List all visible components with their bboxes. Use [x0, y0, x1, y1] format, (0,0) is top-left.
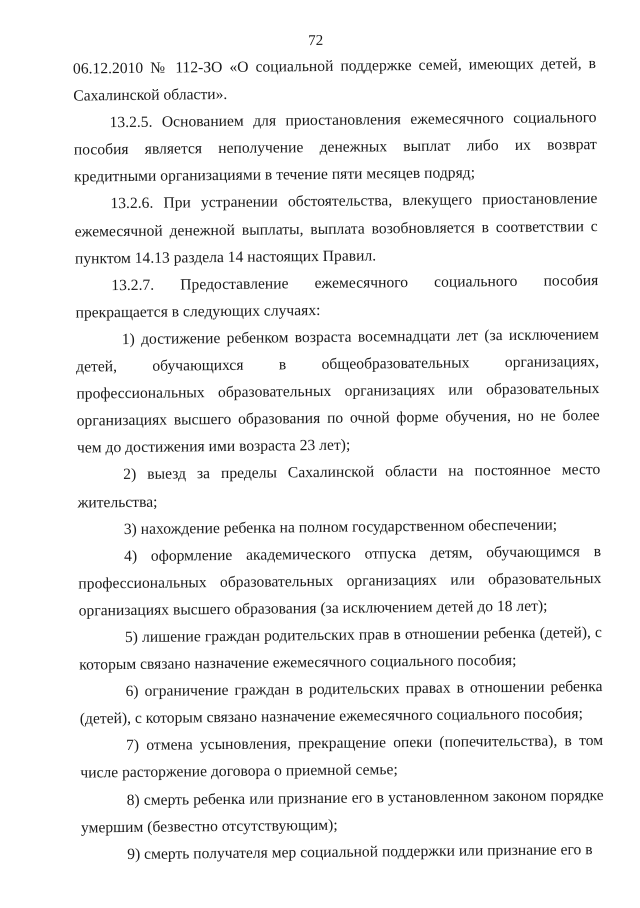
list-item-8: 8) смерть ребенка или признание его в установленном законом порядке умершим (безвестно отсутствующим);: [80, 786, 604, 837]
list-item-2: 2) выезд за пределы Сахалинской области на постоянное место жительства;: [77, 461, 601, 512]
page-number: 72: [308, 32, 324, 50]
list-item-3: 3) нахождение ребенка на полном государственном обеспечении;: [123, 516, 558, 538]
list-item-5: 5) лишение граждан родительских прав в отношении ребенка (детей), с которым связано назначение ежемесячного социального пособия;: [79, 624, 603, 674]
paragraph-13-2-7: 13.2.7. Предоставление ежемесячного социального пособия прекращается в следующих случаях:: [75, 271, 599, 322]
paragraph-13-2-5: 13.2.5. Основанием для приостановления ежемесячного социального пособия является неполучение денежных выплат либо их возврат кредитными организациями в течение пяти месяцев подряд;: [73, 109, 597, 186]
list-item-7: 7) отмена усыновления, прекращение опеки (попечительства), в том числе расторжение договора о приемной семье;: [80, 732, 604, 782]
list-item-4: 4) оформление академического отпуска детям, обучающимся в профессиональных образовательных организациях или образовательных организациях высшего образования (за исключением детей до 18 лет);: [78, 542, 602, 620]
list-item-1: 1) достижение ребенком возраста восемнадцати лет (за исключением детей, обучающихся в общеобразовательных организациях, профессиональных образовательных организациях или образовательных организациях высшего образования по очной форме обучения, но не более чем до достижения ими возраста 23 лет);: [76, 326, 600, 457]
paragraph-13-2-6: 13.2.6. При устранении обстоятельства, влекущего приостановление ежемесячной денежной выплаты, выплата возобновляется в соответствии с пунктом 14.13 раздела 14 настоящих Правил.: [74, 190, 598, 268]
list-item-9: 9) смерть получателя мер социальной поддержки или признание его в: [127, 840, 593, 863]
list-item-6: 6) ограничение граждан в родительских правах в отношении ребенка (детей), с которым связано назначение ежемесячного социального пособия;: [79, 678, 603, 728]
document-body: [73, 50, 604, 868]
paragraph-intro: 06.12.2010 № 112-ЗО «О социальной поддержке семей, имеющих детей, в Сахалинской области».: [72, 55, 597, 105]
